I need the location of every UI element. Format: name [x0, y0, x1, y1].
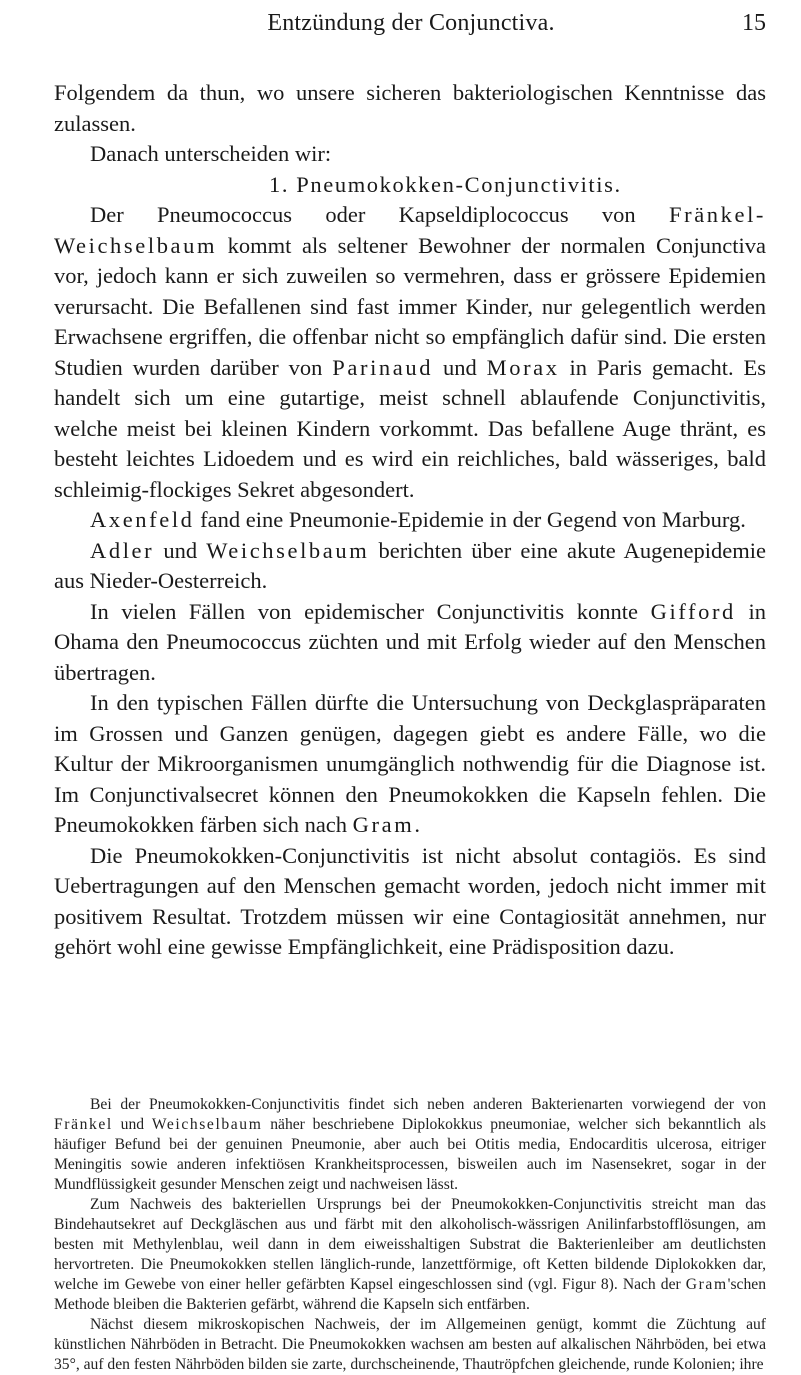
author-name: Gifford	[650, 598, 736, 624]
paragraph-text: Danach unterscheiden wir:	[90, 141, 332, 166]
paragraph-text: In vielen Fällen von epidemischer Conjunctivitis konnte	[90, 598, 638, 624]
paragraph-text: berichten über eine akute Augenepidemie aus Nieder-Oesterreich.	[54, 537, 767, 593]
note-text: 'schen Methode bleiben die Bakterien gefärbt, während die Kapseln sich entfärben.	[54, 1276, 766, 1313]
paragraph-text: Der Pneumococcus oder Kapseldiplococcus von	[90, 202, 636, 227]
running-title: Entzündung der Conjunctiva.	[267, 10, 555, 36]
author-name: Gram	[685, 1276, 728, 1293]
author-name: Parinaud	[332, 354, 434, 380]
paragraph-text: fand eine Pneumonie-Epidemie in der Gegend von Marburg.	[200, 507, 746, 532]
section-heading-text: 1. Pneumokokken-Conjunctivitis.	[269, 171, 622, 197]
note-text: Zum Nachweis des bakteriellen Ursprungs bei der Pneumokokken-Conjunctivitis streicht man das Bindehautsekret auf Deckgläschen aus und färbt mit den alkoholisch-wässrigen Anilinfarbstofflösungen, am besten mit Methylenblau, weil dann in dem eiweisshaltigen Substrat die Bakterienleiber am deutlichsten hervortreten. Die Pneumokokken stellen länglich-runde, lanzettförmige, oft Ketten bildende Diplokokken dar, welche im Gewebe von einer heller gefärbten Kapsel eingeschlossen sind (vgl. Figur 8). Nach der	[54, 1196, 766, 1293]
paragraph-text: in Paris gemacht. Es handelt sich um eine gutartige, meist schnell ablaufende Conjunctivitis, welche meist bei kleinen Kindern vorkommt. Das befallene Auge thränt, es besteht leichtes Lidoedem und es wird ein reichliches, bald wässeriges, bald schleimig-flockiges Sekret abgesondert.	[54, 354, 767, 502]
paragraph-adler	[54, 536, 766, 597]
author-name: Axenfeld	[90, 507, 195, 532]
paragraph-intro	[54, 139, 766, 170]
main-text	[54, 78, 766, 963]
note-paragraph	[54, 1095, 766, 1195]
author-name: Fränkel-Weichselbaum	[54, 202, 767, 258]
note-text: Nächst diesem mikroskopischen Nachweis, der im Allgemeinen genügt, kommt die Züchtung auf künstlichen Nährböden in Betracht. Die Pneumokokken wachsen am besten auf alkalischen Nährböden, bei etwa 35°, auf den festen Nährböden bilden sie zarte, durchscheinende, Thautröpfchen gleichende, runde Kolonien; ihre	[54, 1316, 766, 1373]
page-number: 15	[742, 10, 766, 36]
paragraph-text: Folgendem da thun, wo unsere sicheren bakteriologischen Kenntnisse das zulassen.	[54, 80, 766, 136]
paragraph-text: und	[163, 537, 198, 563]
section-heading	[54, 170, 766, 201]
author-name: Fränkel	[54, 1116, 113, 1133]
author-name: Adler	[90, 537, 155, 563]
paragraph-gifford	[54, 597, 766, 689]
paragraph-text: kommt als seltener Bewohner der normalen Conjunctiva vor, jedoch kann er sich zuweilen so vermehren, dass er grössere Epidemien verursacht. Die Befallenen sind fast immer Kinder, nur gelegentlich werden Erwachsene ergriffen, die offenbar nicht so empfänglich dafür sind. Die ersten Studien wurden darüber von	[54, 232, 766, 380]
paragraph-text: und	[442, 354, 477, 380]
paragraph-text: .	[414, 812, 420, 837]
paragraph-text: In den typischen Fällen dürfte die Untersuchung von Deckglaspräparaten im Grossen und Ganzen genügen, dagegen giebt es andere Fälle, wo die Kultur der Mikroorganismen unumgänglich nothwendig für die Diagnose ist. Im Conjunctivalsecret können den Pneumokokken die Kapseln fehlen. Die Pneumokokken färben sich nach	[54, 690, 766, 837]
paragraph-contagion	[54, 841, 766, 963]
note-text: Bei der Pneumokokken-Conjunctivitis findet sich neben anderen Bakterienarten vorwiegend der von	[90, 1096, 766, 1113]
note-text: näher beschriebene Diplokokkus pneumoniae, welcher sich bekanntlich als häufiger Befund bei der genuinen Pneumonie, aber auch bei Otitis media, Endocarditis ulcerosa, eitriger Meningitis sowie anderen infektiösen Krankheitsprocessen, bisweilen auch im Nasensekret, sogar in der Mundflüssigkeit gesunder Menschen zeigt und nachweisen lässt.	[54, 1116, 766, 1193]
small-print-notes	[54, 1095, 766, 1375]
running-head	[56, 6, 766, 40]
note-paragraph	[54, 1195, 766, 1315]
author-name: Morax	[486, 354, 560, 380]
paragraph-diagnosis	[54, 688, 766, 841]
paragraph-text: in Ohama den Pneumococcus züchten und mit Erfolg wieder auf den Menschen übertragen.	[54, 598, 767, 685]
paragraph-axenfeld	[54, 505, 766, 536]
note-paragraph	[54, 1315, 766, 1375]
note-text: und	[120, 1116, 145, 1133]
author-name: Weichselbaum	[206, 537, 370, 563]
paragraph-text: Die Pneumokokken-Conjunctivitis ist nicht absolut contagiös. Es sind Uebertragungen auf den Menschen gemacht worden, jedoch nicht immer mit positivem Resultat. Trotzdem müssen wir eine Contagiosität annehmen, nur gehört wohl eine gewisse Empfänglichkeit, eine Prädisposition dazu.	[54, 842, 766, 959]
author-name: Gram	[352, 812, 415, 837]
paragraph-continuation	[54, 78, 766, 139]
paragraph-pneumococcus	[54, 200, 766, 505]
author-name: Weichselbaum	[151, 1116, 263, 1133]
